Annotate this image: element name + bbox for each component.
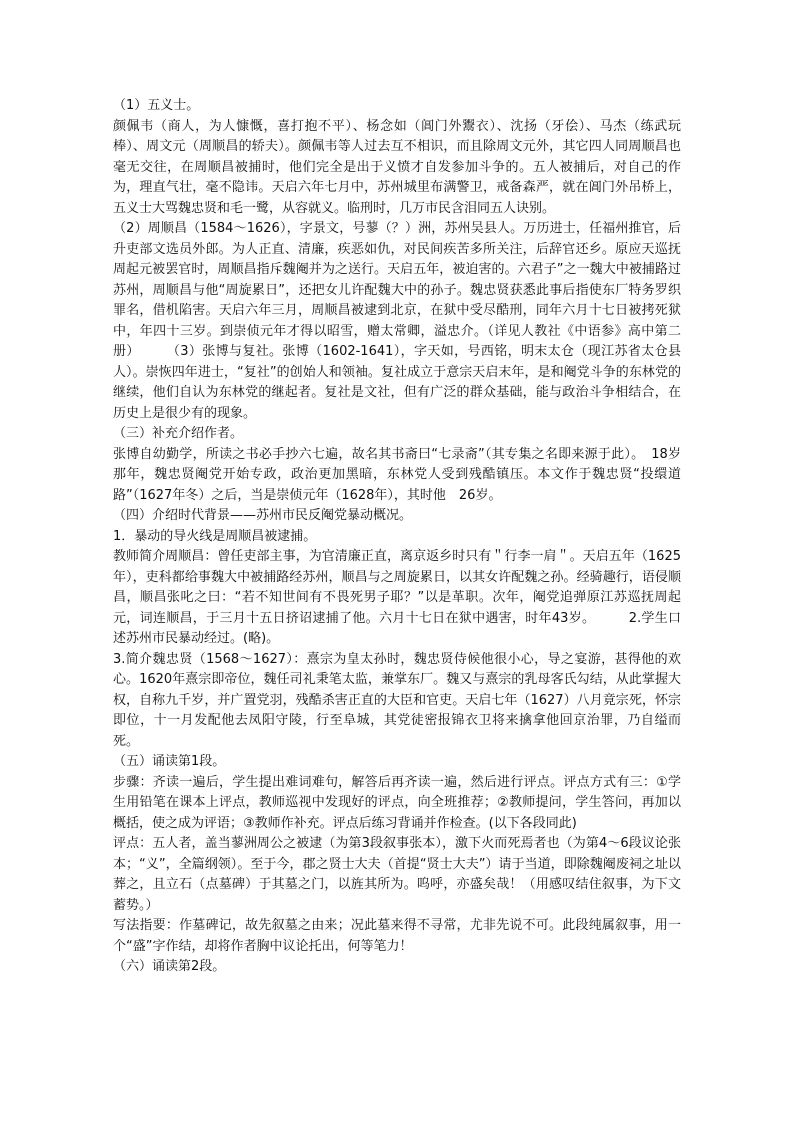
paragraph-author: 张博自幼勤学，所读之书必手抄六七遍，故名其书斋曰“七录斋”（其专集之名即来源于此）。 18岁那年，魏忠贤阉党开始专政，政治更加黑暗，东林党人受到残酷镇压。本文作于魏忠贤“投缳道路”（1627年冬）之后，当是崇侦元年（1628年），其时他 26岁。 — [113, 446, 681, 503]
paragraph-commentary: 评点：五人者，盖当蓼洲周公之被逮（为第3段叙事张本），激下火而死焉者也（为第4～6段议论张本；“义”，全篇纲领）。至于今，郡之贤士大夫（首提“贤士大夫”）请于当道，即除魏阉废祠之址以葬之，且立石（点墓碑）于其墓之门，以旌其所为。呜呼，亦盛矣哉！（用感叹结住叙事，为下文蓄势。） — [113, 836, 681, 913]
paragraph-wei-zhongxian: 3.简介魏忠贤（1568～1627）：熹宗为皇太孙时，魏忠贤侍候他很小心，导之宴游，甚得他的欢心。1620年熹宗即帝位，魏任司礼秉笔太监，兼掌东厂。魏又与熹宗的乳母客氏勾结，从此掌握大权，自称九千岁，并广置党羽，残酷杀害正直的大臣和官吏。天启七年（1627）八月竟宗死，怀宗即位，十一月发配他去凤阳守陵，行至阜城，其党徒密报锦衣卫将来擒拿他回京治罪，乃自缢而死。 — [113, 651, 681, 749]
paragraph-teacher-intro: 教师简介周顺昌：曾任吏部主事，为官清廉正直，离京返乡时只有＂行李一肩＂。天启五年（1625年），吏科都给事魏大中被捕路经苏州，顺昌与之周旋累日，以其女许配魏之孙。经骑趣行，语侵顺昌，顺昌张叱之曰：“若不知世间有不畏死男子耶？”以是革职。次年，阉党追弹原江苏巡抚周起元，词连顺昌，于三月十五日挤诏逮捕了他。六月十七日在狱中遇害，时年43岁。 2.学生口述苏州市民暴动经过。(略)。 — [113, 549, 681, 646]
paragraph-five-heroes: 颜佩韦（商人，为人慷慨，喜打抱不平）、杨念如（阊门外鬻衣）、沈扬（牙侩）、马杰（练武玩棒）、周文元（周顺昌的轿夫）。颜佩韦等人过去互不相识，而且除周文元外，其它四人同周顺昌也毫无交往，在周顺昌被捕时，他们完全是出于义愤才自发参加斗争的。五人被捕后，对自己的作为，理直气壮，毫不隐讳。天启六年七月中，苏州城里布满警卫，戒备森严，就在阊门外吊桥上，五义士大骂魏忠贤和毛一鹭，从容就义。临刑时，几万市民含泪同五人诀别。 — [113, 118, 681, 216]
heading-reading-2: （六）诵读第2段。 — [113, 959, 226, 974]
heading-author: （三）补充介绍作者。 — [113, 426, 244, 441]
heading-background: （四）介绍时代背景——苏州市民反阉党暴动概况。 — [113, 508, 413, 523]
document-body — [113, 96, 681, 978]
paragraph-writing-notes: 写法指要：作墓碑记，故先叙墓之由来；况此墓来得不寻常，尤非先说不可。此段纯属叙事，用一个“盛”字作结，却将作者胸中议论托出，何等笔力！ — [113, 918, 681, 954]
paragraph-zhou-shunchang: （2）周顺昌（1584～1626），字景文，号蓼（？）洲，苏州吴县人。万历进士，任福州推官，后升吏部文选员外郎。为人正直、清廉，疾恶如仇，对民间疾苦多所关注，后辞官还乡。原应天巡抚周起元被罢官时，周顺昌指斥魏阉并为之送行。天启五年，被迫害的。六君子”之一魏大中被捕路过苏州，周顺昌与他“周旋累日”，还把女儿许配魏大中的孙子。魏忠贤获悉此事后指使东厂特务罗织罪名，借机陷害。天启六年三月，周顺昌被逮到北京，在狱中受尽酷刑，同年六月十七日被拷死狱中，年四十三岁。到崇侦元年才得以昭雪，赠太常卿，溢忠介。（详见人教社《中语参》高中第二册） （3）张博与复社。张博（1602-1641），字天如，号西铭，明末太仓（现江苏省太仓县人）。崇恢四年进士，“复社”的创始人和领袖。复社成立于意宗天启末年，是和阉党斗争的东林党的继续，他们自认为东林党的继起者。复社是文社，但有广泛的群众基础，能与政治斗争相结合，在历史上是很少有的现象。 — [113, 221, 681, 421]
paragraph-steps: 步骤：齐读一遍后，学生提出难词难句，解答后再齐读一遍，然后进行评点。评点方式有三：①学生用铅笔在课本上评点，教师巡视中发现好的评点，向全班推荐；②教师提问，学生答问，再加以概括，使之成为评语；③教师作补充。评点后练习背诵并作检查。(以下各段同此) — [113, 774, 681, 831]
item-fuse: 1．暴动的导火线是周顺昌被逮捕。 — [113, 528, 317, 544]
heading-five-heroes: （1）五义士。 — [113, 98, 200, 113]
heading-reading-1: （五）诵读第1段。 — [113, 754, 226, 769]
